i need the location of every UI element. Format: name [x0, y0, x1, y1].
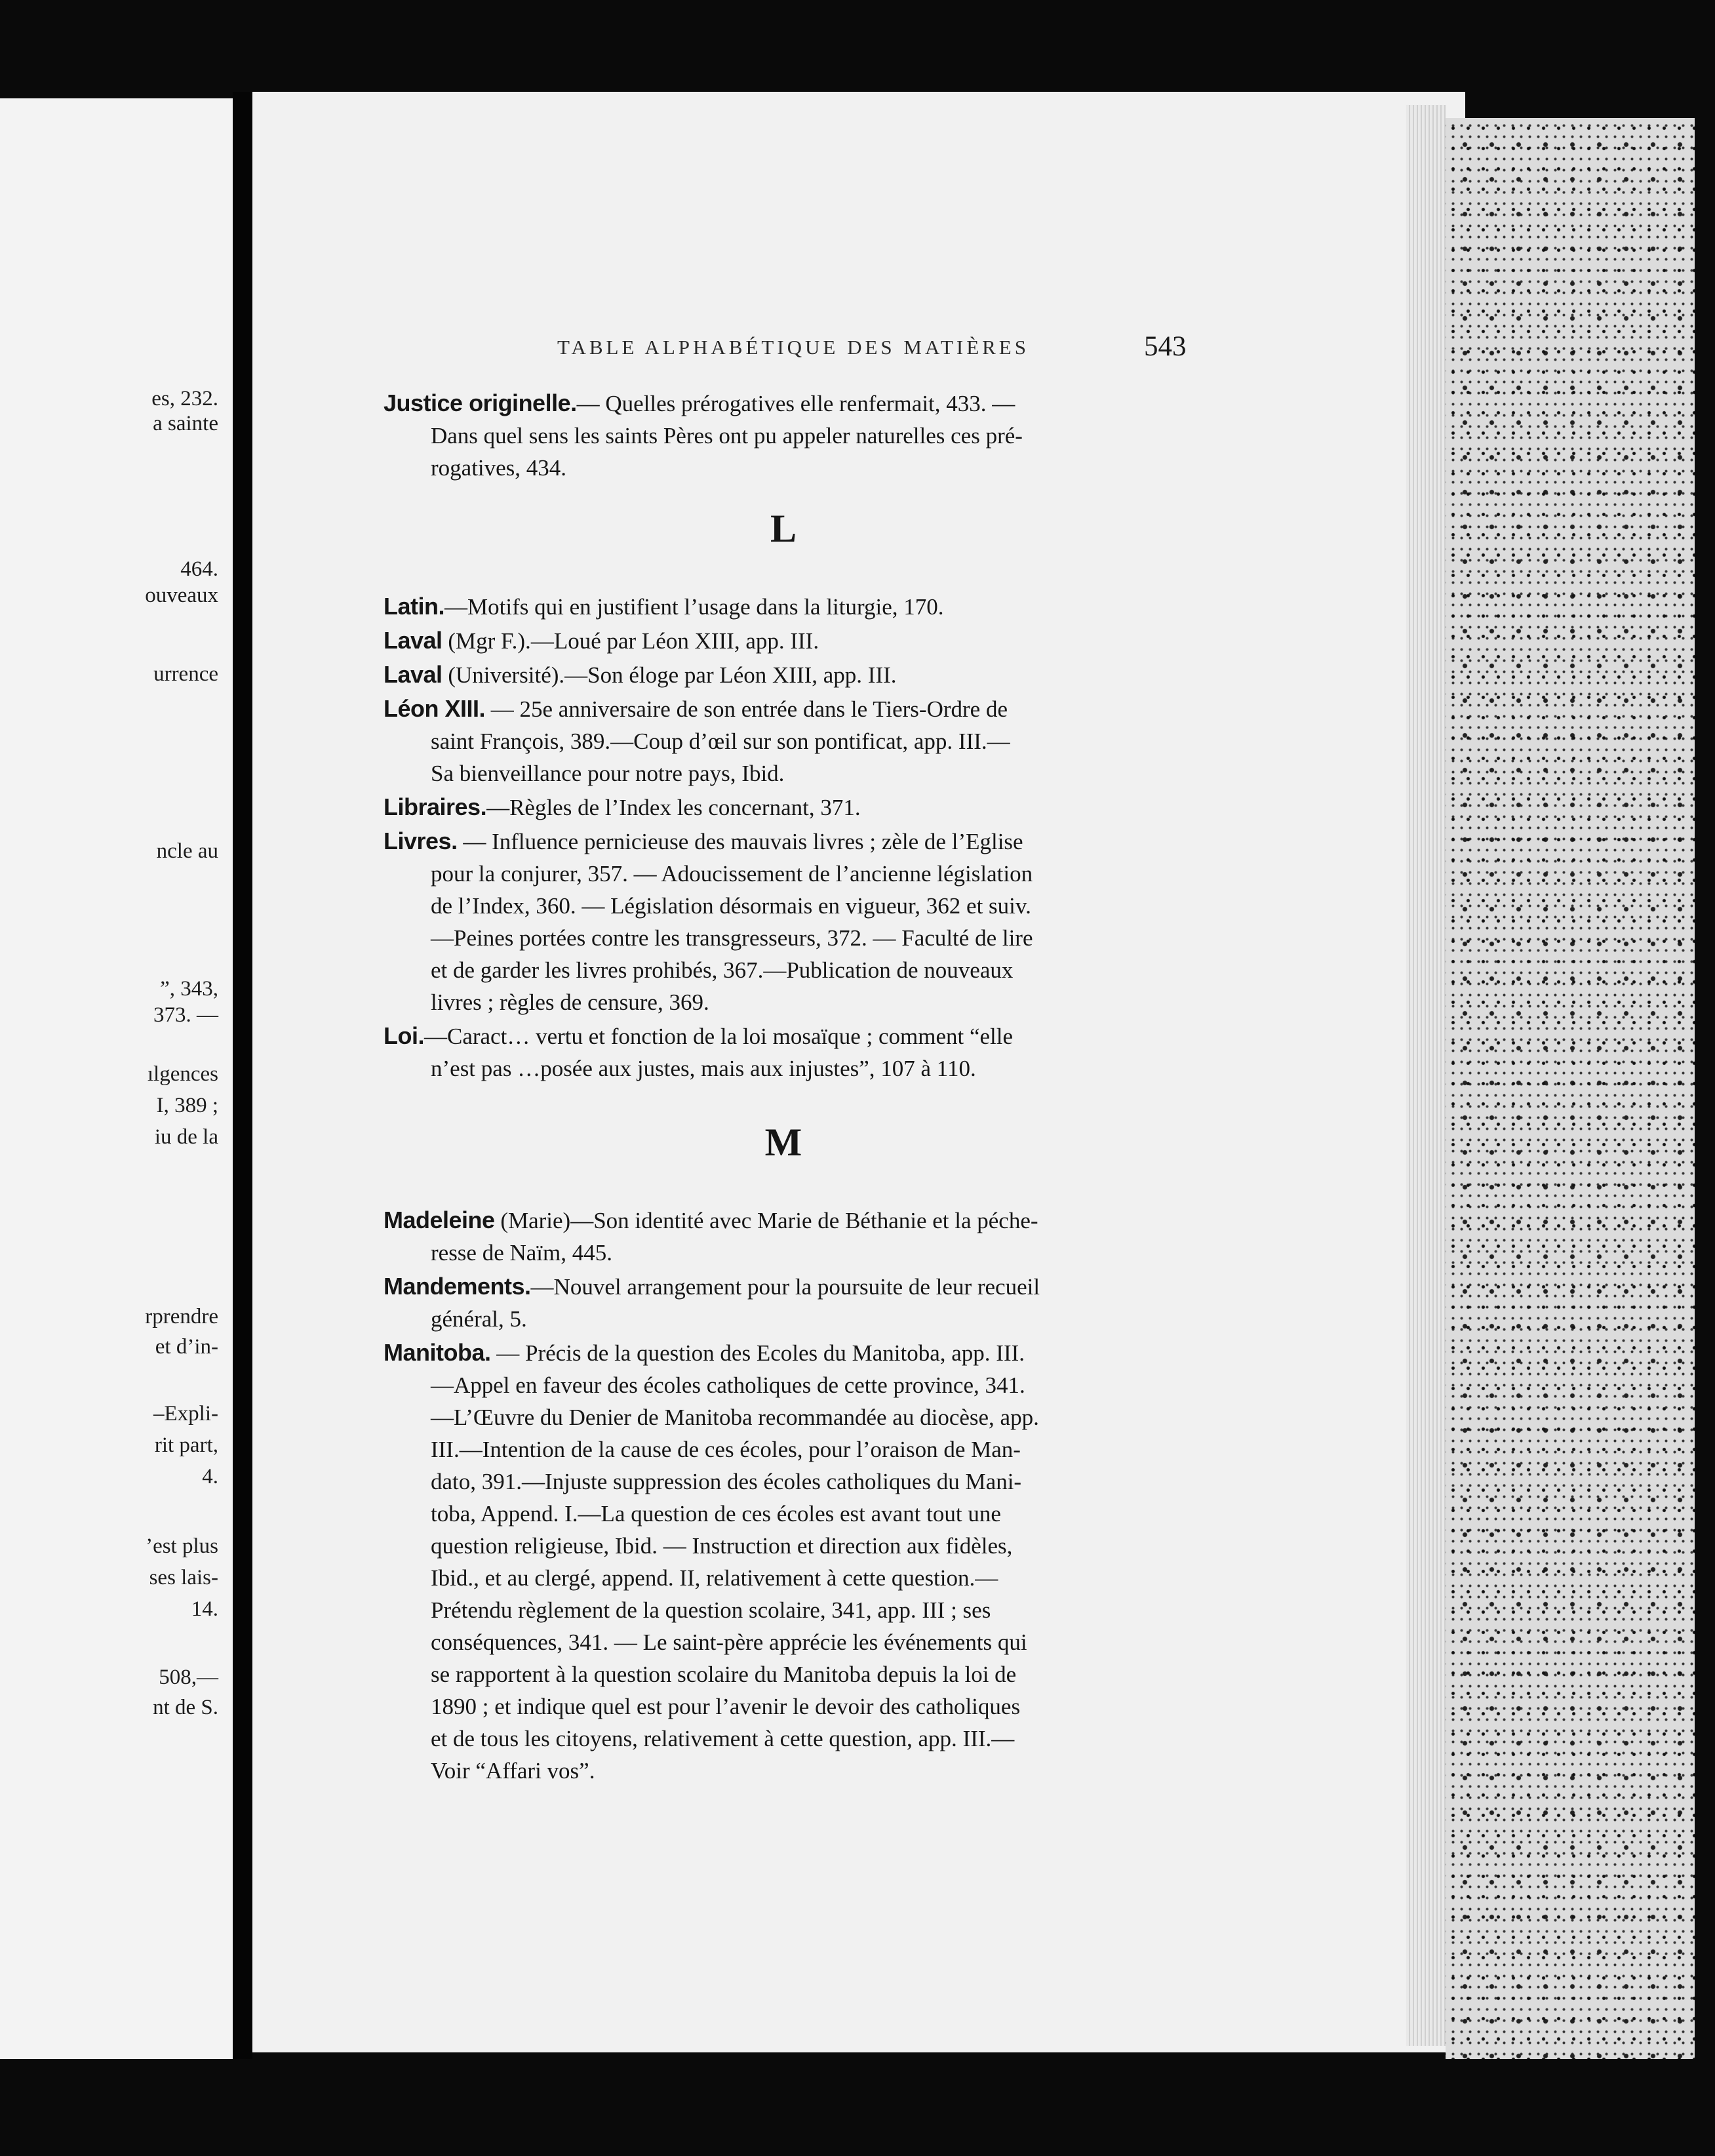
entry-text-line: — 25e anniversaire de son entrée dans le Tiers-Ordre de [485, 696, 1008, 722]
previous-page-fragment: iu de la [154, 1125, 218, 1149]
section-letter-m: M [764, 1121, 802, 1164]
entry-text-line: —Appel en faveur des écoles catholiques de cette province, 341. [431, 1372, 1025, 1398]
entry-text-line: Sa bienveillance pour notre pays, Ibid. [431, 761, 785, 786]
entry-text-line: —Motifs qui en justifient l’usage dans la liturgie, 170. [444, 594, 944, 620]
entry-text-line: 1890 ; et indique quel est pour l’avenir le devoir des catholiques [431, 1694, 1021, 1719]
entry-heading: Livres. [384, 828, 458, 854]
entry-text-line: et de garder les livres prohibés, 367.—Publication de nouveaux [431, 957, 1014, 983]
previous-page-fragment: es, 232. [151, 387, 218, 410]
entry-heading: Laval [384, 661, 443, 688]
entries-m [384, 1204, 1183, 1787]
entry-heading: Latin. [384, 593, 444, 620]
previous-page-fragment: rprendre [145, 1305, 218, 1328]
entry-text-line: — Influence pernicieuse des mauvais livres ; zèle de l’Eglise [457, 829, 1023, 854]
entry-text-line: resse de Naïm, 445. [431, 1240, 613, 1266]
previous-page-fragment: rit part, [154, 1433, 218, 1457]
entry-text-line: général, 5. [431, 1306, 527, 1332]
entry-text-line: livres ; règles de censure, 369. [431, 989, 709, 1015]
previous-page-fragment: 464. [180, 557, 218, 581]
entries-l [384, 590, 1183, 1085]
entry-text-line: —Loué par Léon XIII, app. III. [530, 628, 819, 654]
entry-heading: Loi. [384, 1022, 424, 1049]
entry-heading: Léon XIII. [384, 695, 486, 722]
index-text [384, 387, 1183, 1788]
entry-qualifier: (Université). [442, 662, 565, 688]
index-entry [384, 590, 1183, 623]
entry-heading: Justice originelle. [384, 389, 577, 416]
previous-page-fragment: a sainte [153, 412, 218, 435]
entry-qualifier: (Marie) [494, 1208, 571, 1233]
entries-j [384, 387, 1183, 484]
previous-page-fragment: ses lais- [149, 1566, 218, 1589]
entry-text-line: —Règles de l’Index les concernant, 371. [486, 795, 861, 820]
entry-text-line: —Son éloge par Léon XIII, app. III. [564, 662, 897, 688]
previous-page-fragment: nt de S. [153, 1696, 218, 1719]
entry-text-line: —Peines portées contre les transgresseurs, 372. — Faculté de lire [431, 925, 1033, 951]
entry-text-line: —Nouvel arrangement pour la poursuite de leur recueil [530, 1274, 1040, 1300]
book-gutter [233, 92, 252, 2059]
entry-text-line: saint François, 389.—Coup d’œil sur son pontificat, app. III.— [431, 729, 1010, 754]
entry-text-line: —L’Œuvre du Denier de Manitoba recommandée au diocèse, app. [431, 1405, 1039, 1430]
page-number: 543 [1144, 331, 1187, 362]
entry-text-line: Prétendu règlement de la question scolaire, 341, app. III ; ses [431, 1597, 991, 1623]
entry-heading: Mandements. [384, 1273, 531, 1300]
speckled-book-edge [1446, 118, 1695, 2059]
entry-text-line: Dans quel sens les saints Pères ont pu appeler naturelles ces pré- [431, 423, 1023, 449]
entry-text-line: n’est pas …posée aux justes, mais aux injustes”, 107 à 110. [431, 1056, 976, 1081]
entry-heading: Libraires. [384, 793, 487, 820]
previous-page-fragment: ouveaux [145, 584, 218, 607]
previous-page-fragment: ncle au [156, 839, 218, 863]
previous-page-fragment: ’est plus [146, 1534, 218, 1558]
entry-text-line: — Précis de la question des Ecoles du Manitoba, app. III. [490, 1340, 1025, 1366]
entry-text-line: III.—Intention de la cause de ces écoles, pour l’oraison de Man- [431, 1437, 1021, 1462]
previous-page-fragment: et d’in- [155, 1335, 218, 1359]
previous-page-fragment: 4. [202, 1465, 218, 1488]
entry-text-line: de l’Index, 360. — Législation désormais en vigueur, 362 et suiv. [431, 893, 1031, 919]
entry-heading: Madeleine [384, 1207, 495, 1233]
previous-page [0, 98, 233, 2059]
entry-text-line: pour la conjurer, 357. — Adoucissement de l’ancienne législation [431, 861, 1033, 887]
entry-text-line: toba, Append. I.—La question de ces écoles est avant tout une [431, 1501, 1001, 1527]
entry-text-line: Voir “Affari vos”. [431, 1758, 595, 1784]
entry-text-line: — Quelles prérogatives elle renfermait, 433. — [576, 391, 1015, 416]
entry-text-line: —Son identité avec Marie de Béthanie et la péche- [570, 1208, 1038, 1233]
previous-page-fragment: urrence [153, 662, 218, 686]
running-head: TABLE ALPHABÉTIQUE DES MATIÈRES [557, 336, 1029, 359]
previous-page-fragment: 14. [191, 1597, 218, 1621]
section-letter-l: L [770, 507, 797, 550]
previous-page-fragment: I, 389 ; [156, 1094, 218, 1117]
entry-heading: Laval [384, 627, 443, 654]
entry-text-line: dato, 391.—Injuste suppression des écoles catholiques du Mani- [431, 1469, 1022, 1494]
index-entry [384, 1020, 1183, 1085]
index-entry [384, 1270, 1183, 1335]
index-entry [384, 387, 1183, 484]
index-entry [384, 692, 1183, 789]
entry-text-line: question religieuse, Ibid. — Instruction et direction aux fidèles, [431, 1533, 1013, 1559]
entry-text-line: Ibid., et au clergé, append. II, relativement à cette question.— [431, 1565, 998, 1591]
page-edges [1406, 105, 1446, 2046]
index-entry [384, 791, 1183, 824]
index-entry [384, 624, 1183, 657]
entry-text-line: rogatives, 434. [431, 455, 567, 481]
index-entry [384, 1204, 1183, 1269]
entry-text-line: se rapportent à la question scolaire du Manitoba depuis la loi de [431, 1662, 1017, 1687]
index-entry [384, 658, 1183, 691]
previous-page-fragment: ılgences [147, 1062, 218, 1086]
previous-page-fragment: 373. — [153, 1003, 218, 1027]
index-entry [384, 1336, 1183, 1787]
entry-text-line: et de tous les citoyens, relativement à cette question, app. III.— [431, 1726, 1015, 1751]
previous-page-fragment: –Expli- [153, 1402, 218, 1426]
entry-qualifier: (Mgr F.). [442, 628, 531, 654]
entry-text-line: conséquences, 341. — Le saint-père apprécie les événements qui [431, 1629, 1027, 1655]
previous-page-fragment: ”, 343, [160, 977, 218, 1001]
entry-heading: Manitoba. [384, 1339, 491, 1366]
previous-page-fragment: 508,— [159, 1666, 218, 1689]
entry-text-line: —Caract… vertu et fonction de la loi mosaïque ; comment “elle [424, 1024, 1014, 1049]
index-entry [384, 825, 1183, 1018]
